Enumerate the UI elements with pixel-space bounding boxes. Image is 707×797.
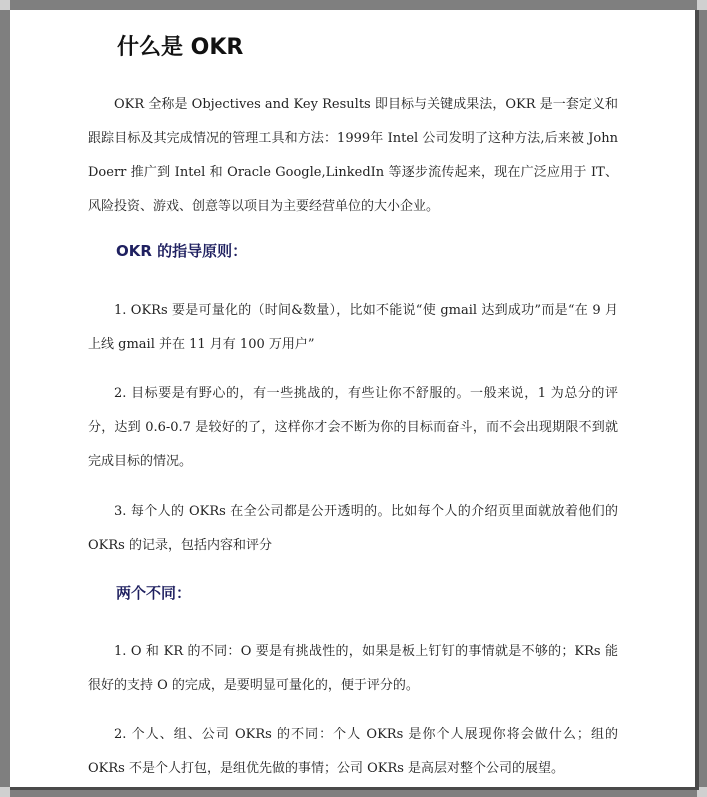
frame-corner (0, 787, 10, 797)
section-heading-differences: 两个不同： (116, 584, 192, 602)
principle-item: 3. 每个人的 OKRs 在全公司都是公开透明的。比如每个人的介绍页里面就放着他们的 OKRs 的记录，包括内容和评分 (88, 504, 618, 553)
page-title: 什么是 OKR (117, 35, 244, 60)
difference-item: 2. 个人、组、公司 OKRs 的不同：个人 OKRs 是你个人展现你将会做什么；组的 OKRs 不是个人打包，是组优先做的事情；公司 OKRs 是高层对整个公司的展望。 (88, 727, 618, 776)
section-heading-principles: OKR 的指导原则： (116, 242, 248, 260)
frame-corner (697, 0, 707, 10)
difference-item: 1. O 和 KR 的不同：O 要是有挑战性的，如果是板上钉钉的事情就是不够的；KRs 能很好的支持 O 的完成，是要明显可量化的，便于评分的。 (88, 644, 618, 693)
principle-item: 2. 目标要是有野心的，有一些挑战的，有些让你不舒服的。一般来说，1 为总分的评分，达到 0.6-0.7 是较好的了，这样你才会不断为你的目标而奋斗，而不会出现期限不到就完成目标的情况。 (88, 386, 618, 469)
intro-paragraph: OKR 全称是 Objectives and Key Results 即目标与关键成果法，OKR 是一套定义和跟踪目标及其完成情况的管理工具和方法：1999年 Intel 公司发明了这种方法,后来被 John Doerr 推广到 Intel 和 Oracle Google,LinkedIn 等逐步流传起来，现在广泛应用于 IT、风险投资、游戏、创意等以项目为主要经营单位的大小企业。 (88, 97, 618, 214)
page-shadow (10, 787, 699, 790)
frame-corner (0, 0, 10, 10)
document-page (10, 10, 695, 787)
page-shadow (695, 10, 699, 787)
principle-item: 1. OKRs 要是可量化的（时间&数量），比如不能说“使 gmail 达到成功”而是“在 9 月上线 gmail 并在 11 月有 100 万用户” (88, 303, 618, 352)
